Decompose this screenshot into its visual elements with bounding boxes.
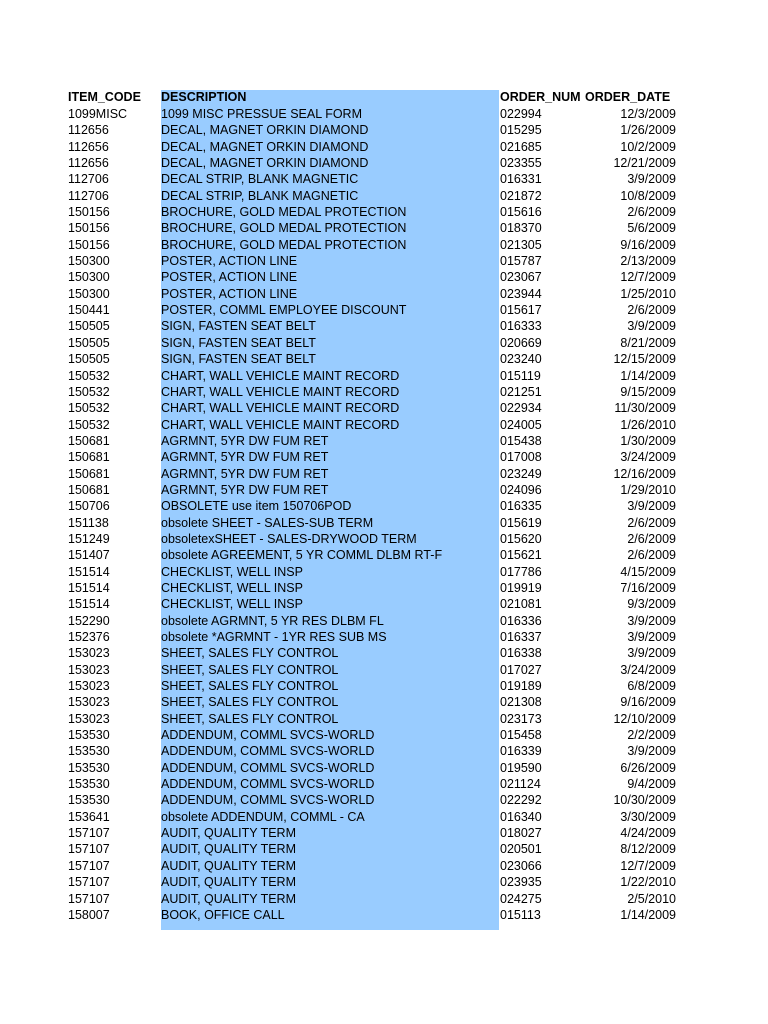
cell-order-num[interactable]: 023067 [500,270,542,285]
header-row [68,89,676,106]
cell-order-num[interactable]: 015620 [500,531,542,546]
cell-order-num[interactable]: 023240 [500,352,542,367]
cell-item-code[interactable]: 112656 [68,156,109,171]
cell-item-code[interactable]: 151138 [68,515,109,530]
cell-order-num[interactable]: 021872 [500,188,542,203]
table-row [68,433,676,449]
cell-item-code[interactable]: 153023 [68,711,110,726]
cell-item-code[interactable]: 150300 [68,270,110,285]
cell-order-num[interactable]: 023355 [500,156,542,171]
cell-order-num[interactable]: 015119 [500,368,541,383]
cell-item-code[interactable]: 153530 [68,793,110,808]
table-row [68,694,676,710]
table-row [68,760,676,776]
cell-order-date[interactable]: 4/24/2009 [620,826,676,841]
cell-description[interactable]: AGRMNT, 5YR DW FUM RET [161,433,329,448]
cell-item-code[interactable]: 150681 [68,433,110,448]
cell-order-num[interactable]: 020501 [500,842,542,857]
table-row [68,188,676,204]
table-row [68,122,676,138]
table-row [68,809,676,825]
cell-order-num[interactable]: 019590 [500,760,542,775]
cell-description[interactable]: BROCHURE, GOLD MEDAL PROTECTION [161,205,407,220]
table-row [68,204,676,220]
cell-order-num[interactable]: 015787 [500,254,542,269]
cell-description[interactable]: DECAL STRIP, BLANK MAGNETIC [161,188,359,203]
cell-order-num[interactable]: 016340 [500,809,542,824]
cell-order-date[interactable]: 2/6/2009 [627,205,676,220]
cell-order-date[interactable]: 3/30/2009 [620,809,676,824]
cell-order-date[interactable]: 8/12/2009 [620,842,676,857]
cell-description[interactable]: CHART, WALL VEHICLE MAINT RECORD [161,368,400,383]
header-order-num[interactable]: ORDER_NUM [500,90,581,104]
cell-item-code[interactable]: 157107 [68,842,110,857]
cell-order-num[interactable]: 016331 [500,172,542,187]
cell-order-date[interactable]: 12/7/2009 [620,270,676,285]
cell-order-num[interactable]: 021124 [500,777,541,792]
cell-order-num[interactable]: 018027 [500,826,542,841]
table-row [68,596,676,612]
cell-order-num[interactable]: 017786 [500,564,542,579]
table-row [68,449,676,465]
cell-order-date[interactable]: 5/6/2009 [627,221,676,236]
cell-order-date[interactable]: 12/10/2009 [613,711,676,726]
cell-description[interactable]: AGRMNT, 5YR DW FUM RET [161,466,329,481]
cell-item-code[interactable]: 153641 [68,809,110,824]
table-row [68,318,676,334]
cell-item-code[interactable]: 153530 [68,760,110,775]
cell-description[interactable]: ADDENDUM, COMML SVCS-WORLD [161,793,375,808]
cell-description[interactable]: AUDIT, QUALITY TERM [161,826,296,841]
table-row [68,237,676,253]
cell-order-date[interactable]: 9/15/2009 [620,384,676,399]
cell-description[interactable]: obsolete AGREEMENT, 5 YR COMML DLBM RT-F [161,548,443,563]
cell-item-code[interactable]: 112656 [68,139,109,154]
table-row [68,743,676,759]
cell-item-code[interactable]: 153530 [68,744,110,759]
cell-description[interactable]: AUDIT, QUALITY TERM [161,858,296,873]
cell-order-date[interactable]: 3/9/2009 [627,319,676,334]
cell-description[interactable]: CHART, WALL VEHICLE MAINT RECORD [161,384,400,399]
cell-order-date[interactable]: 1/25/2010 [620,286,676,301]
cell-description[interactable]: BROCHURE, GOLD MEDAL PROTECTION [161,237,407,252]
cell-item-code[interactable]: 153023 [68,662,110,677]
cell-description[interactable]: SHEET, SALES FLY CONTROL [161,711,339,726]
cell-item-code[interactable]: 150532 [68,417,110,432]
table-row [68,384,676,400]
cell-order-num[interactable]: 023944 [500,286,542,301]
cell-item-code[interactable]: 150156 [68,237,110,252]
table-row [68,727,676,743]
table-row [68,155,676,171]
cell-order-num[interactable]: 017008 [500,450,542,465]
cell-order-num[interactable]: 018370 [500,221,542,236]
cell-order-date[interactable]: 1/14/2009 [620,368,676,383]
table-row [68,662,676,678]
table-row [68,792,676,808]
cell-description[interactable]: SHEET, SALES FLY CONTROL [161,695,339,710]
table-row [68,613,676,629]
table-row [68,171,676,187]
cell-item-code[interactable]: 150681 [68,450,110,465]
table-row [68,841,676,857]
cell-order-date[interactable]: 12/21/2009 [613,156,676,171]
cell-order-date[interactable]: 12/16/2009 [613,466,676,481]
cell-order-num[interactable]: 015621 [500,548,542,563]
cell-order-num[interactable]: 022292 [500,793,542,808]
cell-item-code[interactable]: 152376 [68,630,110,644]
table-row [68,269,676,285]
cell-order-date[interactable]: 9/16/2009 [620,695,676,710]
cell-description[interactable]: obsolete *AGRMNT - 1YR RES SUB MS [161,630,387,644]
cell-order-date[interactable]: 9/3/2009 [627,597,676,612]
cell-description[interactable]: OBSOLETE use item 150706POD [161,499,352,514]
cell-description[interactable]: SIGN, FASTEN SEAT BELT [161,352,316,367]
cell-item-code[interactable]: 150300 [68,254,110,269]
cell-order-date[interactable]: 9/16/2009 [620,237,676,252]
cell-order-date[interactable]: 12/15/2009 [613,352,676,367]
table-row [68,106,676,122]
cell-order-num[interactable]: 016337 [500,630,542,644]
table-row [68,531,676,547]
table-row [68,253,676,269]
cell-item-code[interactable]: 112706 [68,172,109,187]
cell-item-code[interactable]: 153023 [68,695,110,710]
cell-description[interactable]: SHEET, SALES FLY CONTROL [161,662,339,677]
cell-item-code[interactable]: 150681 [68,466,110,481]
cell-order-num[interactable]: 021251 [500,384,542,399]
cell-order-num[interactable]: 015617 [500,303,542,318]
cell-order-date[interactable]: 8/21/2009 [620,335,676,350]
cell-item-code[interactable]: 153023 [68,646,110,661]
cell-order-date[interactable]: 3/9/2009 [627,613,676,628]
cell-order-num[interactable]: 022934 [500,401,542,416]
cell-order-date[interactable]: 10/30/2009 [613,793,676,808]
cell-order-num[interactable]: 023935 [500,875,542,890]
table-row [68,580,676,596]
table-row [68,874,676,890]
cell-description[interactable]: obsolete AGRMNT, 5 YR RES DLBM FL [161,613,384,628]
cell-order-date[interactable]: 2/13/2009 [620,254,676,269]
cell-item-code[interactable]: 150156 [68,221,110,236]
table-row [68,645,676,661]
table-row [68,220,676,236]
table-row [68,629,676,645]
cell-order-num[interactable]: 016339 [500,744,542,759]
table-row [68,368,676,384]
cell-description[interactable]: POSTER, COMML EMPLOYEE DISCOUNT [161,303,407,318]
cell-order-date[interactable]: 2/5/2010 [627,891,676,906]
cell-order-date[interactable]: 3/9/2009 [627,744,676,759]
cell-description[interactable]: AUDIT, QUALITY TERM [161,842,296,857]
table-body [68,106,676,923]
cell-item-code[interactable]: 151407 [68,548,110,563]
cell-item-code[interactable]: 150505 [68,352,110,367]
cell-order-num[interactable]: 022994 [500,107,542,121]
cell-item-code[interactable]: 150532 [68,384,110,399]
cell-order-date[interactable]: 2/6/2009 [627,303,676,318]
cell-order-date[interactable]: 3/24/2009 [620,450,676,465]
cell-order-date[interactable]: 1/30/2009 [620,433,676,448]
cell-item-code[interactable]: 151514 [68,580,110,595]
cell-order-date[interactable]: 4/15/2009 [620,564,676,579]
cell-description[interactable]: SHEET, SALES FLY CONTROL [161,646,339,661]
cell-order-num[interactable]: 023249 [500,466,542,481]
table-row [68,335,676,351]
cell-item-code[interactable]: 150532 [68,368,110,383]
cell-item-code[interactable]: 112706 [68,188,109,203]
table-row [68,891,676,907]
cell-order-num[interactable]: 015113 [500,907,541,922]
cell-description[interactable]: AUDIT, QUALITY TERM [161,875,296,890]
table-row [68,498,676,514]
cell-item-code[interactable]: 150505 [68,319,110,334]
cell-order-date[interactable]: 3/9/2009 [627,630,676,644]
cell-description[interactable]: ADDENDUM, COMML SVCS-WORLD [161,744,375,759]
cell-description[interactable]: CHECKLIST, WELL INSP [161,580,303,595]
cell-description[interactable]: SIGN, FASTEN SEAT BELT [161,319,316,334]
cell-description[interactable]: DECAL STRIP, BLANK MAGNETIC [161,172,359,187]
table-row [68,515,676,531]
table-row [68,351,676,367]
table-row [68,825,676,841]
orders-table [68,89,676,923]
cell-item-code[interactable]: 112656 [68,123,109,138]
cell-order-num[interactable]: 017027 [500,662,542,677]
cell-order-num[interactable]: 016338 [500,646,542,661]
cell-item-code[interactable]: 150706 [68,499,110,514]
cell-order-num[interactable]: 021685 [500,139,542,154]
cell-order-num[interactable]: 023066 [500,858,542,873]
cell-order-num[interactable]: 015438 [500,433,542,448]
cell-description[interactable]: SIGN, FASTEN SEAT BELT [161,335,316,350]
cell-order-date[interactable]: 3/9/2009 [627,499,676,514]
cell-order-date[interactable]: 10/2/2009 [620,139,676,154]
cell-order-date[interactable]: 9/4/2009 [627,777,676,792]
table-row [68,466,676,482]
cell-order-num[interactable]: 023173 [500,711,542,726]
cell-order-num[interactable]: 024096 [500,482,542,497]
cell-order-num[interactable]: 016335 [500,499,542,514]
cell-description[interactable]: obsolete SHEET - SALES-SUB TERM [161,515,374,530]
table-row [68,547,676,563]
cell-description[interactable]: POSTER, ACTION LINE [161,286,298,301]
cell-order-date[interactable]: 1/26/2009 [620,123,676,138]
cell-order-date[interactable]: 1/29/2010 [620,482,676,497]
table-row [68,286,676,302]
cell-item-code[interactable]: 151514 [68,564,110,579]
cell-item-code[interactable]: 157107 [68,875,110,890]
cell-order-date[interactable]: 1/26/2010 [620,417,676,432]
cell-description[interactable]: obsolete ADDENDUM, COMML - CA [161,809,365,824]
cell-order-num[interactable]: 024275 [500,891,542,906]
cell-order-date[interactable]: 12/7/2009 [620,858,676,873]
cell-order-date[interactable]: 2/6/2009 [627,548,676,563]
cell-order-num[interactable]: 021081 [500,597,542,612]
cell-order-date[interactable]: 6/26/2009 [620,760,676,775]
cell-description[interactable]: obsoletexSHEET - SALES-DRYWOOD TERM [161,531,417,546]
table-row [68,711,676,727]
cell-item-code[interactable]: 153530 [68,728,110,743]
cell-description[interactable]: POSTER, ACTION LINE [161,254,298,269]
cell-description[interactable]: BROCHURE, GOLD MEDAL PROTECTION [161,221,407,236]
cell-order-date[interactable]: 2/2/2009 [627,728,676,743]
cell-item-code[interactable]: 158007 [68,907,110,922]
header-order-date[interactable]: ORDER_DATE [585,90,671,104]
cell-order-date[interactable]: 7/16/2009 [620,580,676,595]
cell-order-date[interactable]: 12/3/2009 [620,107,676,121]
cell-order-date[interactable]: 6/8/2009 [627,679,676,694]
cell-item-code[interactable]: 153530 [68,777,110,792]
cell-description[interactable]: DECAL, MAGNET ORKIN DIAMOND [161,156,369,171]
cell-order-num[interactable]: 020669 [500,335,542,350]
header-description[interactable]: DESCRIPTION [161,90,247,104]
cell-order-date[interactable]: 10/8/2009 [620,188,676,203]
cell-item-code[interactable]: 157107 [68,826,110,841]
cell-description[interactable]: ADDENDUM, COMML SVCS-WORLD [161,760,375,775]
cell-order-num[interactable]: 016336 [500,613,542,628]
table-row [68,678,676,694]
cell-description[interactable]: DECAL, MAGNET ORKIN DIAMOND [161,139,369,154]
cell-item-code[interactable]: 150156 [68,205,110,220]
cell-description[interactable]: AUDIT, QUALITY TERM [161,891,296,906]
cell-order-num[interactable]: 015295 [500,123,542,138]
cell-description[interactable]: POSTER, ACTION LINE [161,270,298,285]
cell-order-num[interactable]: 024005 [500,417,542,432]
cell-item-code[interactable]: 151249 [68,531,110,546]
cell-order-num[interactable]: 015619 [500,515,542,530]
cell-description[interactable]: ADDENDUM, COMML SVCS-WORLD [161,728,375,743]
cell-order-num[interactable]: 016333 [500,319,542,334]
cell-item-code[interactable]: 1099MISC [68,107,128,121]
cell-description[interactable]: 1099 MISC PRESSUE SEAL FORM [161,107,362,121]
cell-item-code[interactable]: 157107 [68,858,110,873]
cell-description[interactable]: AGRMNT, 5YR DW FUM RET [161,482,329,497]
cell-description[interactable]: BOOK, OFFICE CALL [161,907,285,922]
cell-description[interactable]: AGRMNT, 5YR DW FUM RET [161,450,329,465]
cell-description[interactable]: CHECKLIST, WELL INSP [161,597,303,612]
table-row [68,139,676,155]
cell-item-code[interactable]: 150441 [68,303,110,318]
cell-description[interactable]: DECAL, MAGNET ORKIN DIAMOND [161,123,369,138]
cell-item-code[interactable]: 150505 [68,335,110,350]
table-row [68,907,676,923]
cell-description[interactable]: SHEET, SALES FLY CONTROL [161,679,339,694]
cell-order-date[interactable]: 2/6/2009 [627,531,676,546]
cell-item-code[interactable]: 157107 [68,891,110,906]
cell-order-date[interactable]: 1/14/2009 [620,907,676,922]
cell-order-date[interactable]: 1/22/2010 [620,875,676,890]
cell-order-date[interactable]: 11/30/2009 [614,401,676,416]
cell-item-code[interactable]: 153023 [68,679,110,694]
cell-order-num[interactable]: 015458 [500,728,542,743]
table-row [68,564,676,580]
cell-order-num[interactable]: 019919 [500,580,542,595]
cell-order-date[interactable]: 3/9/2009 [627,646,676,661]
cell-item-code[interactable]: 151514 [68,597,110,612]
cell-order-date[interactable]: 3/9/2009 [627,172,676,187]
cell-item-code[interactable]: 150681 [68,482,110,497]
header-item-code[interactable]: ITEM_CODE [68,90,141,104]
cell-item-code[interactable]: 150300 [68,286,110,301]
cell-description[interactable]: CHART, WALL VEHICLE MAINT RECORD [161,417,400,432]
table-row [68,417,676,433]
cell-order-num[interactable]: 019189 [500,679,542,694]
cell-description[interactable]: CHART, WALL VEHICLE MAINT RECORD [161,401,400,416]
cell-order-num[interactable]: 021308 [500,695,542,710]
table-row [68,482,676,498]
table-row [68,302,676,318]
cell-order-date[interactable]: 2/6/2009 [627,515,676,530]
table-row [68,858,676,874]
cell-item-code[interactable]: 150532 [68,401,110,416]
cell-order-date[interactable]: 3/24/2009 [620,662,676,677]
cell-description[interactable]: ADDENDUM, COMML SVCS-WORLD [161,777,375,792]
table-row [68,400,676,416]
cell-item-code[interactable]: 152290 [68,613,110,628]
cell-description[interactable]: CHECKLIST, WELL INSP [161,564,303,579]
cell-order-num[interactable]: 015616 [500,205,542,220]
table-row [68,776,676,792]
cell-order-num[interactable]: 021305 [500,237,542,252]
